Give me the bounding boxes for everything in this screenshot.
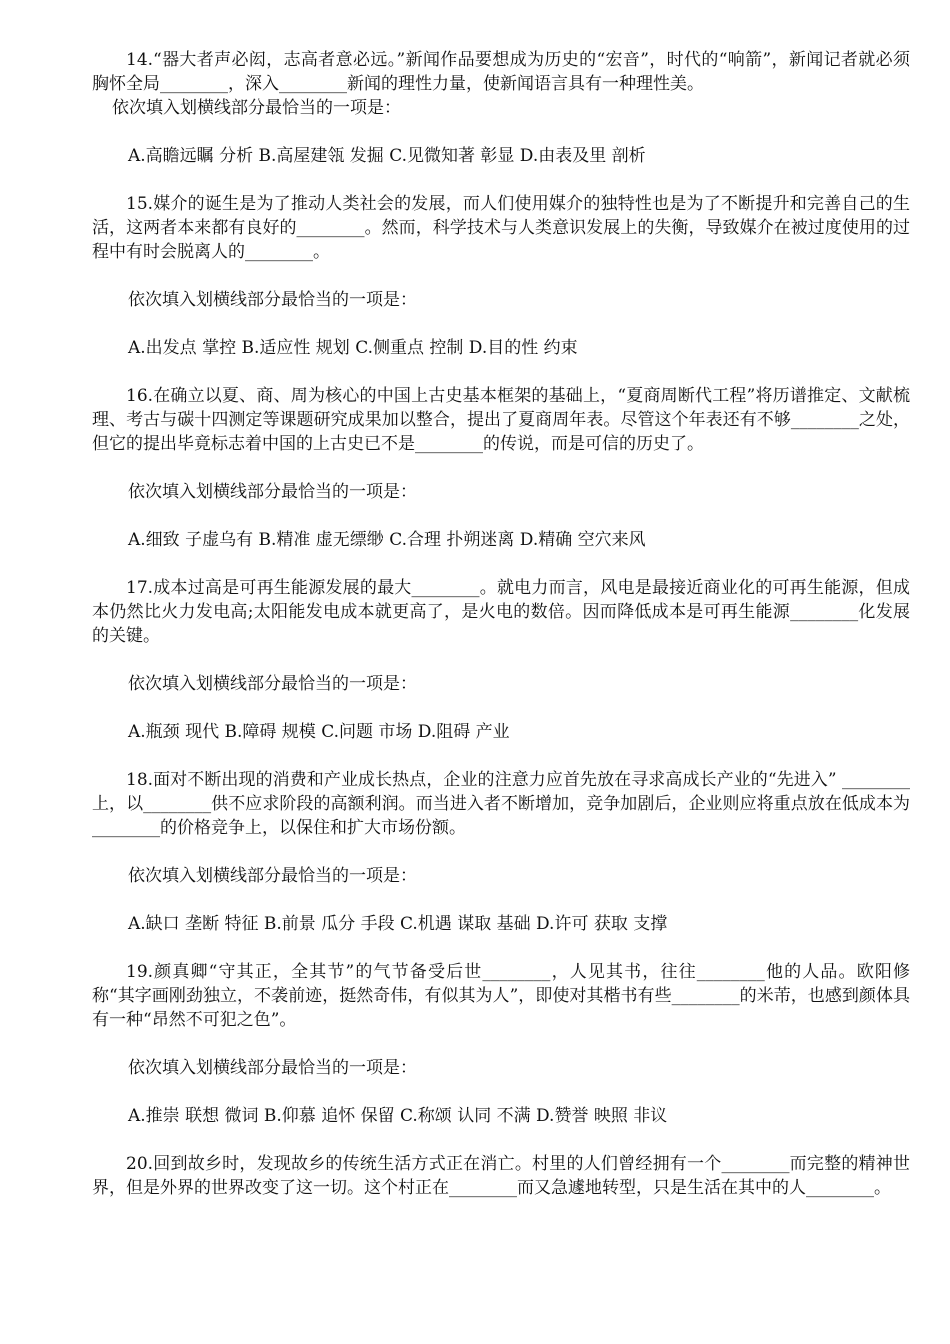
question-instruction: 依次填入划横线部分最恰当的一项是： [128,1058,417,1078]
question-20 [92,1152,910,1200]
question-14 [92,48,910,168]
question-instruction: 依次填入划横线部分最恰当的一项是： [128,290,417,310]
answer-options: A.缺口 垄断 特征 B.前景 瓜分 手段 C.机遇 谋取 基础 D.许可 获取 支撑 [128,914,668,934]
question-stem: 16.在确立以夏、商、周为核心的中国上古史基本框架的基础上，“夏商周断代工程”将历谱推定、文献梳理、考古与碳十四测定等课题研究成果加以整合，提出了夏商周年表。尽管这个年表还有不够________之处，但它的提出毕竟标志着中国的上古史已不是________的传说，而是可信的历史了。 [92,386,910,454]
question-18 [92,768,910,936]
question-stem: 15.媒介的诞生是为了推动人类社会的发展，而人们使用媒介的独特性也是为了不断提升和完善自己的生活，这两者本来都有良好的________。然而，科学技术与人类意识发展上的失衡，导致媒介在被过度使用的过程中有时会脱离人的________。 [92,194,910,262]
answer-options: A.推崇 联想 微词 B.仰慕 追怀 保留 C.称颂 认同 不满 D.赞誉 映照 非议 [128,1106,668,1126]
question-instruction: 依次填入划横线部分最恰当的一项是： [128,866,417,886]
answer-options: A.瓶颈 现代 B.障碍 规模 C.问题 市场 D.阻碍 产业 [128,722,510,742]
question-stem: 19.颜真卿“守其正，全其节”的气节备受后世________，人见其书，往往________他的人品。欧阳修称“其字画刚劲独立，不袭前迹，挺然奇伟，有似其为人”，即使对其楷书有些________的米芾，也感到颜体具有一种“昂然不可犯之色”。 [92,962,910,1030]
question-stem: 18.面对不断出现的消费和产业成长热点，企业的注意力应首先放在寻求高成长产业的“先进入” ________上，以________供不应求阶段的高额利润。而当进入者不断增加，竞争加剧后，企业则应将重点放在低成本为________的价格竞争上，以保住和扩大市场份额。 [92,770,910,838]
question-19 [92,960,910,1128]
question-instruction: 依次填入划横线部分最恰当的一项是： [112,98,401,118]
answer-options: A.高瞻远瞩 分析 B.高屋建瓴 发掘 C.见微知著 彰显 D.由表及里 剖析 [128,146,646,166]
question-17 [92,576,910,744]
question-stem: 17.成本过高是可再生能源发展的最大________。就电力而言，风电是最接近商业化的可再生能源，但成本仍然比火力发电高;太阳能发电成本就更高了，是火电的数倍。因而降低成本是可再生能源________化发展的关键。 [92,578,910,646]
question-instruction: 依次填入划横线部分最恰当的一项是： [128,674,417,694]
question-stem: 14.“器大者声必闳，志高者意必远。”新闻作品要想成为历史的“宏音”，时代的“响箭”，新闻记者就必须胸怀全局________，深入________新闻的理性力量，使新闻语言具有一种理性美。 [92,50,910,94]
question-instruction: 依次填入划横线部分最恰当的一项是： [128,482,417,502]
question-stem: 20.回到故乡时，发现故乡的传统生活方式正在消亡。村里的人们曾经拥有一个________而完整的精神世界，但是外界的世界改变了这一切。这个村正在________而又急遽地转型，只是生活在其中的人________。 [92,1154,910,1198]
question-16 [92,384,910,552]
answer-options: A.出发点 掌控 B.适应性 规划 C.侧重点 控制 D.目的性 约束 [128,338,578,358]
question-15 [92,192,910,360]
answer-options: A.细致 子虚乌有 B.精准 虚无缥缈 C.合理 扑朔迷离 D.精确 空穴来风 [128,530,646,550]
